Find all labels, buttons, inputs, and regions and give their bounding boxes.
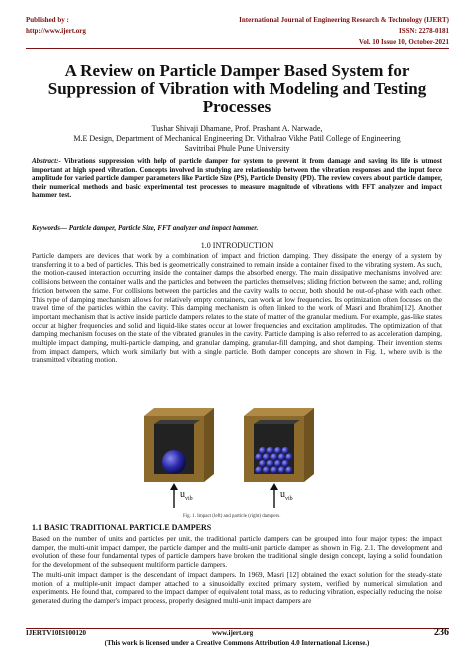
abstract [32, 157, 442, 200]
header-divider [26, 48, 449, 49]
paper-id: IJERTV10IS100120 [26, 629, 87, 637]
abstract-label: Abstract:- [32, 157, 61, 165]
license-notice: (This work is licensed under a Creative Commons Attribution 4.0 International License.) [104, 639, 370, 647]
section-para-1: Based on the number of units and particles per unit, the traditional particle dampers can be grouped into four major types: the impact damper, the multi-unit impact damper, the particle damper and the multi-unit particle damper as shown in Fig. 2.1. The development and evolution of these four fundamental types of particle dampers have broken the traditional single design concept, laying a solid foundation for the development of the subsequent multiform particle dampers. [32, 534, 442, 570]
published-by: Published by : [26, 16, 69, 24]
section-para-2: The multi-unit impact damper is the descendant of impact dampers. In 1969, Masri [12] obtained the exact solution for the steady-state motion of a multiple-unit impact damper attached to a sinusoidally excited primary system, verified by numerical simulation and experiments. He found that, compared to the impact damper of equivalent total mass, as to reducing vibration, especially reducing the noise generated during the damper's impact process, properly designed multi-unit impact dampers are [32, 570, 442, 606]
single-ball [162, 450, 186, 474]
arrow-right-icon [270, 483, 278, 508]
intro-heading: 1.0 INTRODUCTION [200, 241, 274, 250]
issn: ISSN: 2278-0181 [399, 27, 449, 35]
footer-site-link[interactable]: www.ijert.org [212, 629, 254, 637]
figure-1 [140, 404, 320, 512]
figure-caption: Fig. 1. Impact (left) and particle (right) dampers. [183, 514, 281, 519]
section-heading: 1.1 BASIC TRADITIONAL PARTICLE DAMPERS [32, 523, 212, 532]
author-names: Tushar Shivaji Dhamane, Prof. Prashant A. Narwade, [151, 124, 323, 133]
intro-text: Particle dampers are devices that work by a combination of impact and friction damping. They dissipate the energy of a system by transferring it to a bed of particles. This bed is geometrically constrained to remain inside a container fixed to the vibrating system. As such, the motion-caused interaction occurring inside the container damps the absorbed energy. The main dissipative mechanisms involved are: collisions between the container walls and the particles and between the particles themselves; sliding friction between the same; and, rolling friction between the same. For collisions between the particles and the cavity walls to occur, both should be out-of-phase with each other. This type of damping mechanism allows for relatively empty containers, can work at low frequencies. Its optimization often focuses on the travel time of the particles within the cavity. This damping mechanism is often linked to the work of Masri and Ibrahim[12]. Another important mechanism that is active inside particle dampers relates to the state of matter of the granular medium. For example, gas-like states occur at higher frequencies and solid and liquid-like states occur at lower frequencies and excitation amplitudes. The optimization of that damping mechanism focuses on the state of the vibrated granules in the cavity. Particle damping is also referred to as acceleration damping, multiple impact damping, multi-particle damping, and granular damping, granular-fill damping, and shot damping. Their invention stems from impact dampers, which work similarly but with a single particle. Both damper concepts are shown in Fig. 1, where uvib is the transmitted vibrating motion. [32, 251, 442, 365]
abstract-text: Vibrations suppression with help of particle damper for system to prevent it from damage and saving its life is utmost important at high speed vibration. Concepts involved in studying are relationship between the vibration responses and the input force amplitude for varied particle damper parameters like Particle Size (PS), Particle Density (PD). The review covers about particle damper, their numerical methods and basic experimental test processes to measure magnitude of vibrations with FFT analyzer and impact hammer test. [32, 157, 442, 200]
author-affiliation: M.E Design, Department of Mechanical Engineering Dr. Vithalrao Vikhe Patil College of Engineering [73, 134, 401, 143]
journal-name: International Journal of Engineering Research & Technology (IJERT) [239, 16, 449, 24]
arrow-left-icon [170, 483, 178, 508]
label-uvib-right: $u_{vib}$ [280, 489, 293, 502]
particle-damper-box [244, 408, 314, 482]
label-uvib-left: $u_{vib}$ [180, 489, 193, 502]
page-number: 236 [434, 627, 449, 638]
author-university: Savitribai Phule Pune University [184, 144, 290, 153]
authors-block [30, 124, 444, 154]
damper-figure-svg [140, 404, 320, 512]
keywords: Keywords— Particle damper, Particle Size, FFT analyzer and impact hammer. [32, 224, 259, 232]
paper-title: A Review on Particle Damper Based System for Suppression of Vibration with Modeling and Testing Processes [47, 61, 427, 116]
impact-damper-box [144, 408, 214, 482]
journal-site-link[interactable]: http://www.ijert.org [26, 27, 86, 35]
volume-issue: Vol. 10 Issue 10, October-2021 [358, 38, 449, 46]
